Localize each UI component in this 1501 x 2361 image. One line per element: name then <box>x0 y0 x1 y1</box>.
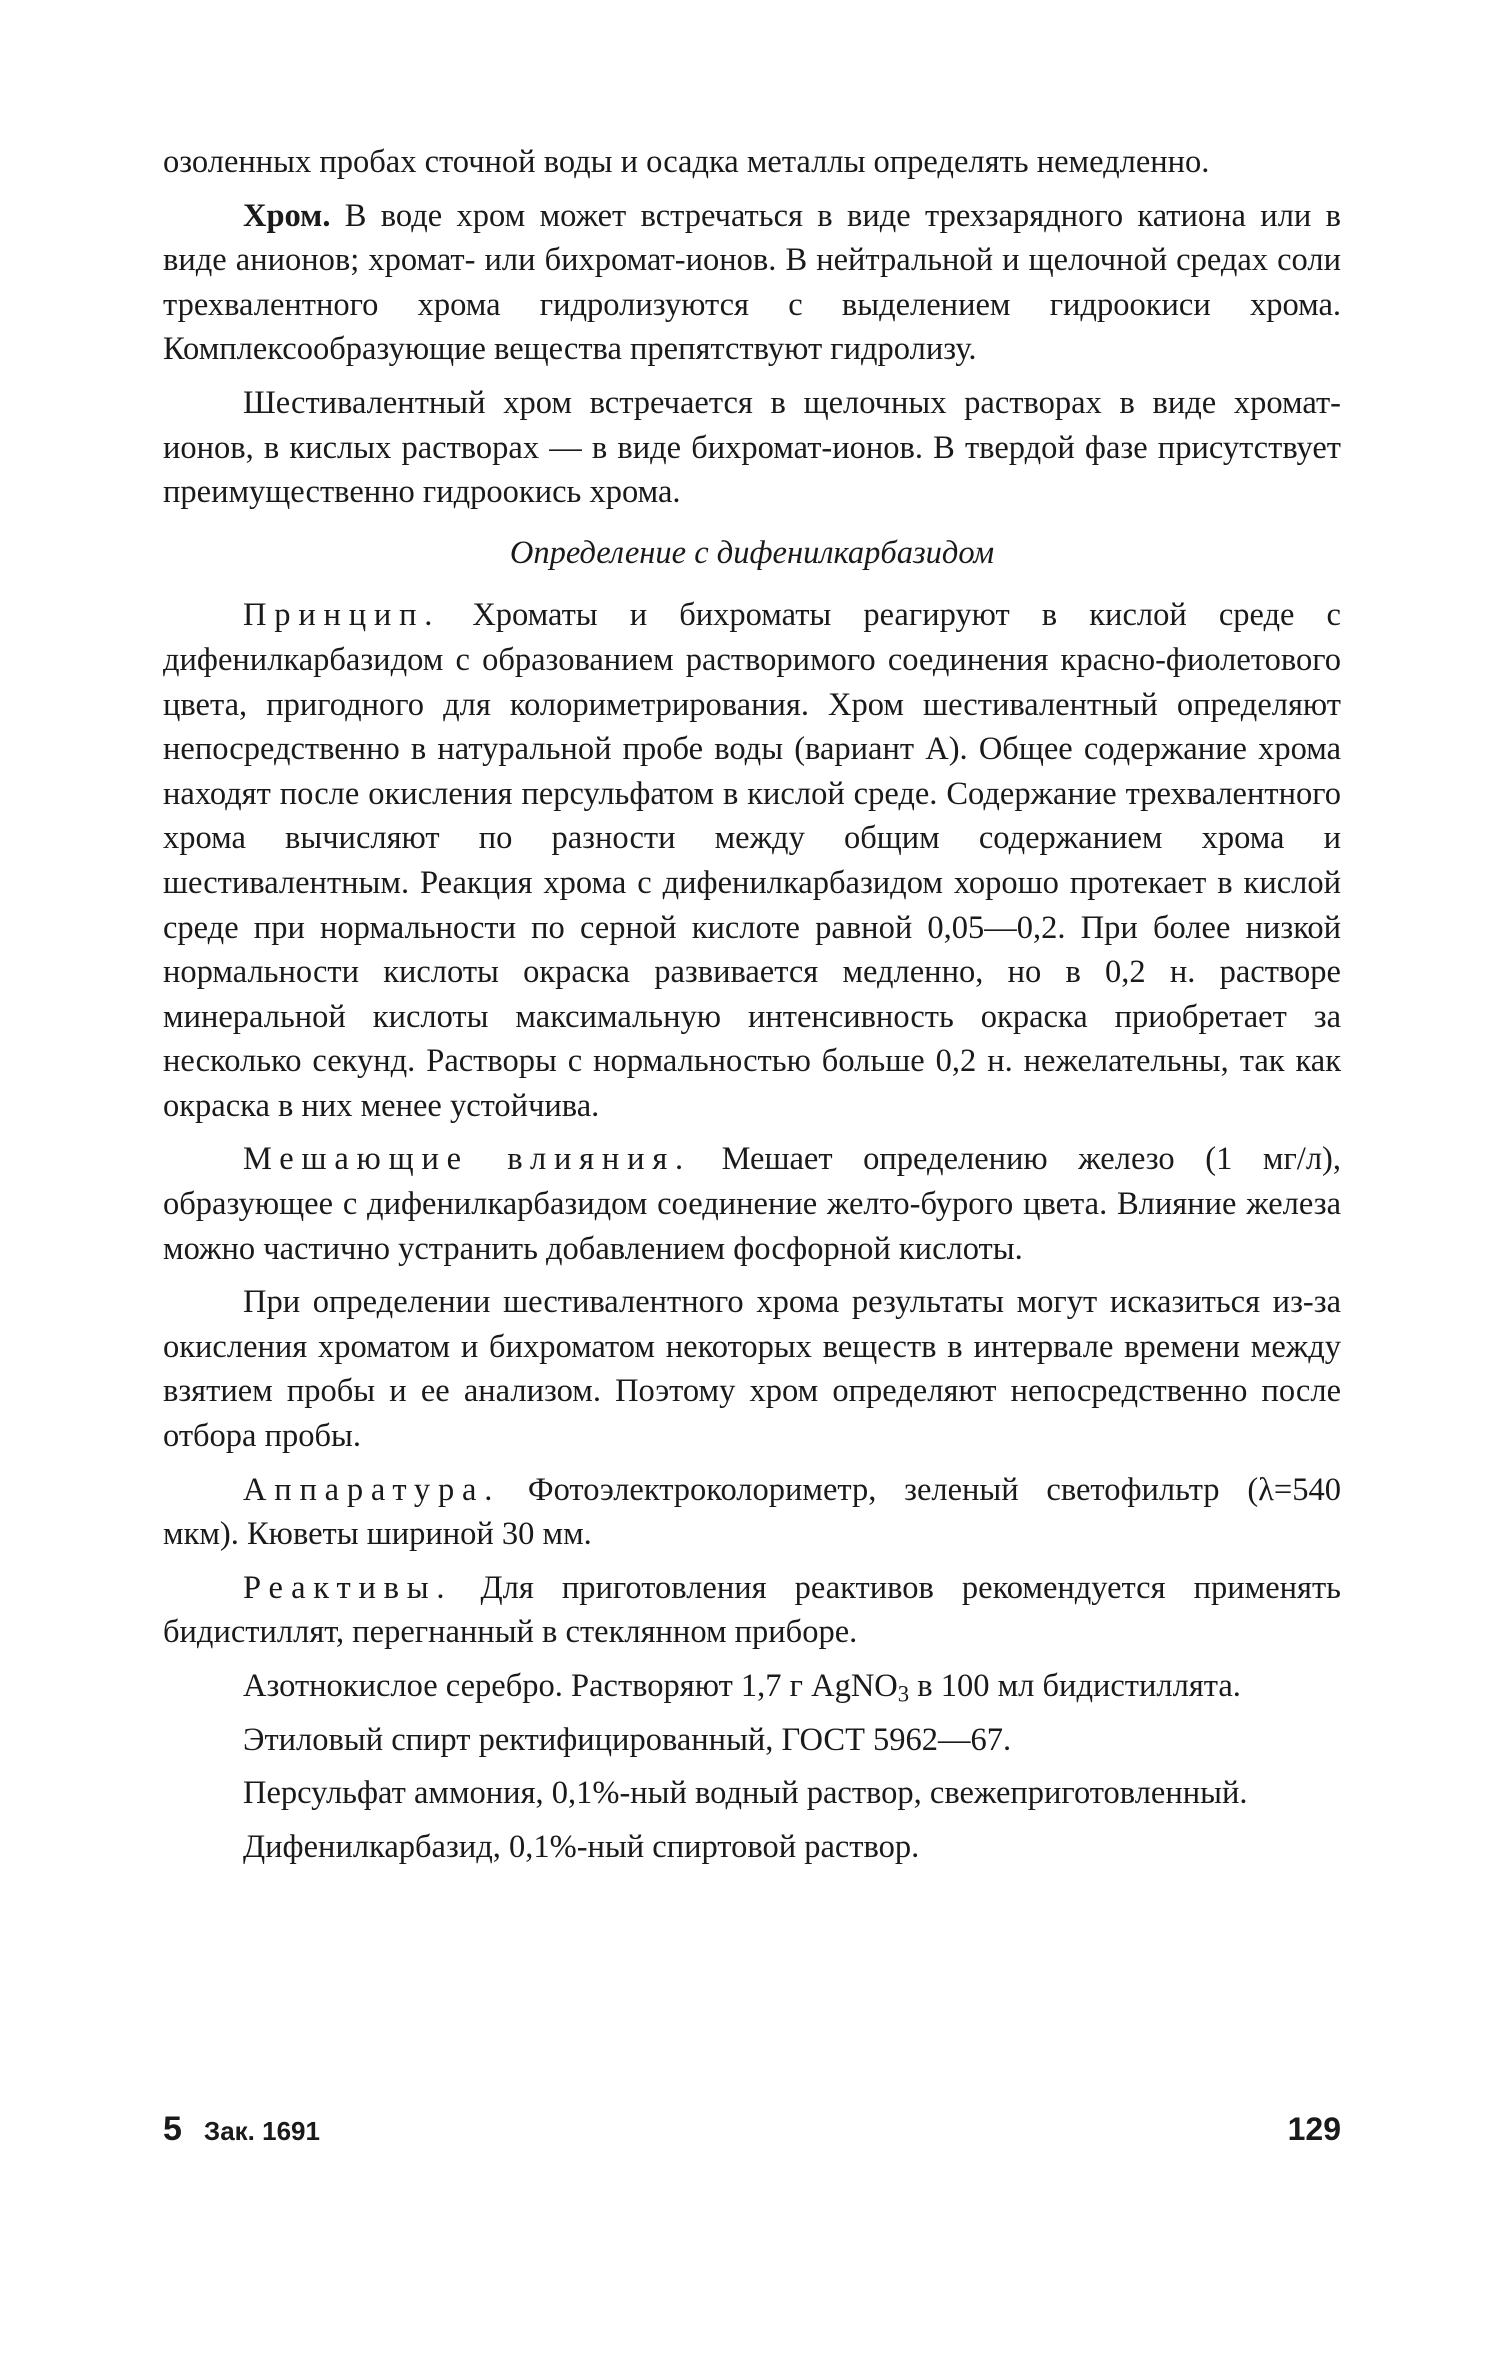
page-number: 129 <box>1287 2111 1341 2147</box>
principle-text: Хроматы и бихроматы реагируют в кислой среде с дифенилкарбазидом с образованием растворимого соединения красно-фиолетового цвета, пригодного для колориметрирования. Хром шестивалентный определяют непосредственно в натуральной пробе воды (вариант А). Общее содержание хрома находят после окисления персульфатом в кислой среде. Содержание трехвалентного хрома вычисляют по разности между общим содержанием хрома и шестивалентным. Реакция хрома с дифенилкарбазидом хорошо протекает в кислой среде при нормальности по серной кислоте равной 0,05—0,2. При более низкой нормальности кислоты окраска развивается медленно, но в 0,2 н. растворе минеральной кислоты максимальную интенсивность окраска приобретает за несколько секунд. Растворы с нормальностью больше 0,2 н. нежелательны, так как окраска в них менее устойчива. <box>163 597 1341 1124</box>
reagents-text: Для приготовления реактивов рекомендуется применять бидистиллят, перегнанный в стеклянном приборе. <box>163 1569 1341 1651</box>
chromium-run-in-heading: Хром. <box>243 197 331 234</box>
paragraph-ethanol: Этиловый спирт ректифицированный, ГОСТ 5962—67. <box>243 1721 1012 1758</box>
signature-number: 5 <box>163 2110 182 2148</box>
paragraph-reagents <box>163 1566 1341 1655</box>
paragraph-continuation: озоленных пробах сточной воды и осадка металлы определять немедленно. <box>163 144 1210 180</box>
paragraph-persulfate: Персульфат аммония, 0,1%-ный водный раствор, свежеприготовленный. <box>243 1775 1248 1812</box>
formula-subscript: 3 <box>897 1681 910 1707</box>
page-footer <box>163 2110 1341 2149</box>
paragraph-diphenylcarbazide: Дифенилкарбазид, 0,1%-ный спиртовой раствор. <box>243 1828 920 1865</box>
interference-label: Мешающие влияния. <box>243 1141 691 1178</box>
paragraph-silver-nitrate: Азотнокислое серебро. Растворяют 1,7 г AgNO$_3$ в 100 мл бидистиллята. <box>243 1668 1241 1707</box>
paragraph-apparatus <box>163 1468 1341 1557</box>
paragraph-hexavalent: Шестивалентный хром встречается в щелочных растворах в виде хромат-ионов, в кислых растворах — в виде бихромат-ионов. В твердой фазе присутствует преимущественно гидроокись хрома. <box>163 384 1341 511</box>
principle-label: Принцип. <box>243 597 441 634</box>
paragraph-principle <box>163 593 1341 1128</box>
printer-signature <box>163 2110 320 2149</box>
reagents-label: Реактивы. <box>243 1569 453 1606</box>
paragraph-interference <box>163 1137 1341 1271</box>
interference-text: Мешает определению железо (1 мг/л), образующее с дифенилкарбазидом соединение желто-бурого цвета. Влияние железа можно частично устранить добавлением фосфорной кислоты. <box>163 1141 1342 1267</box>
chromium-text: В воде хром может встречаться в виде трехзарядного катиона или в виде анионов; хромат- или бихромат-ионов. В нейтральной и щелочной средах соли трехвалентного хрома гидролизуются с выделением гидроокиси хрома. Комплексообразующие вещества препятствуют гидролизу. <box>163 197 1341 368</box>
page-body <box>163 140 1341 1869</box>
paragraph-hex-determination: При определении шестивалентного хрома результаты могут исказиться из-за окисления хроматом и бихроматом некоторых веществ в интервале времени между взятием пробы и ее анализом. Поэтому хром определяют непосредственно после отбора пробы. <box>163 1284 1341 1455</box>
paragraph-chromium <box>163 194 1341 372</box>
signature-text: Зак. 1691 <box>203 2116 320 2146</box>
section-heading: Определение с дифенилкарбазидом <box>509 534 995 571</box>
apparatus-text: Фотоэлектроколориметр, зеленый светофильтр (λ=540 мкм). Кюветы шириной 30 мм. <box>163 1471 1341 1553</box>
apparatus-label: Аппаратура. <box>243 1471 501 1508</box>
